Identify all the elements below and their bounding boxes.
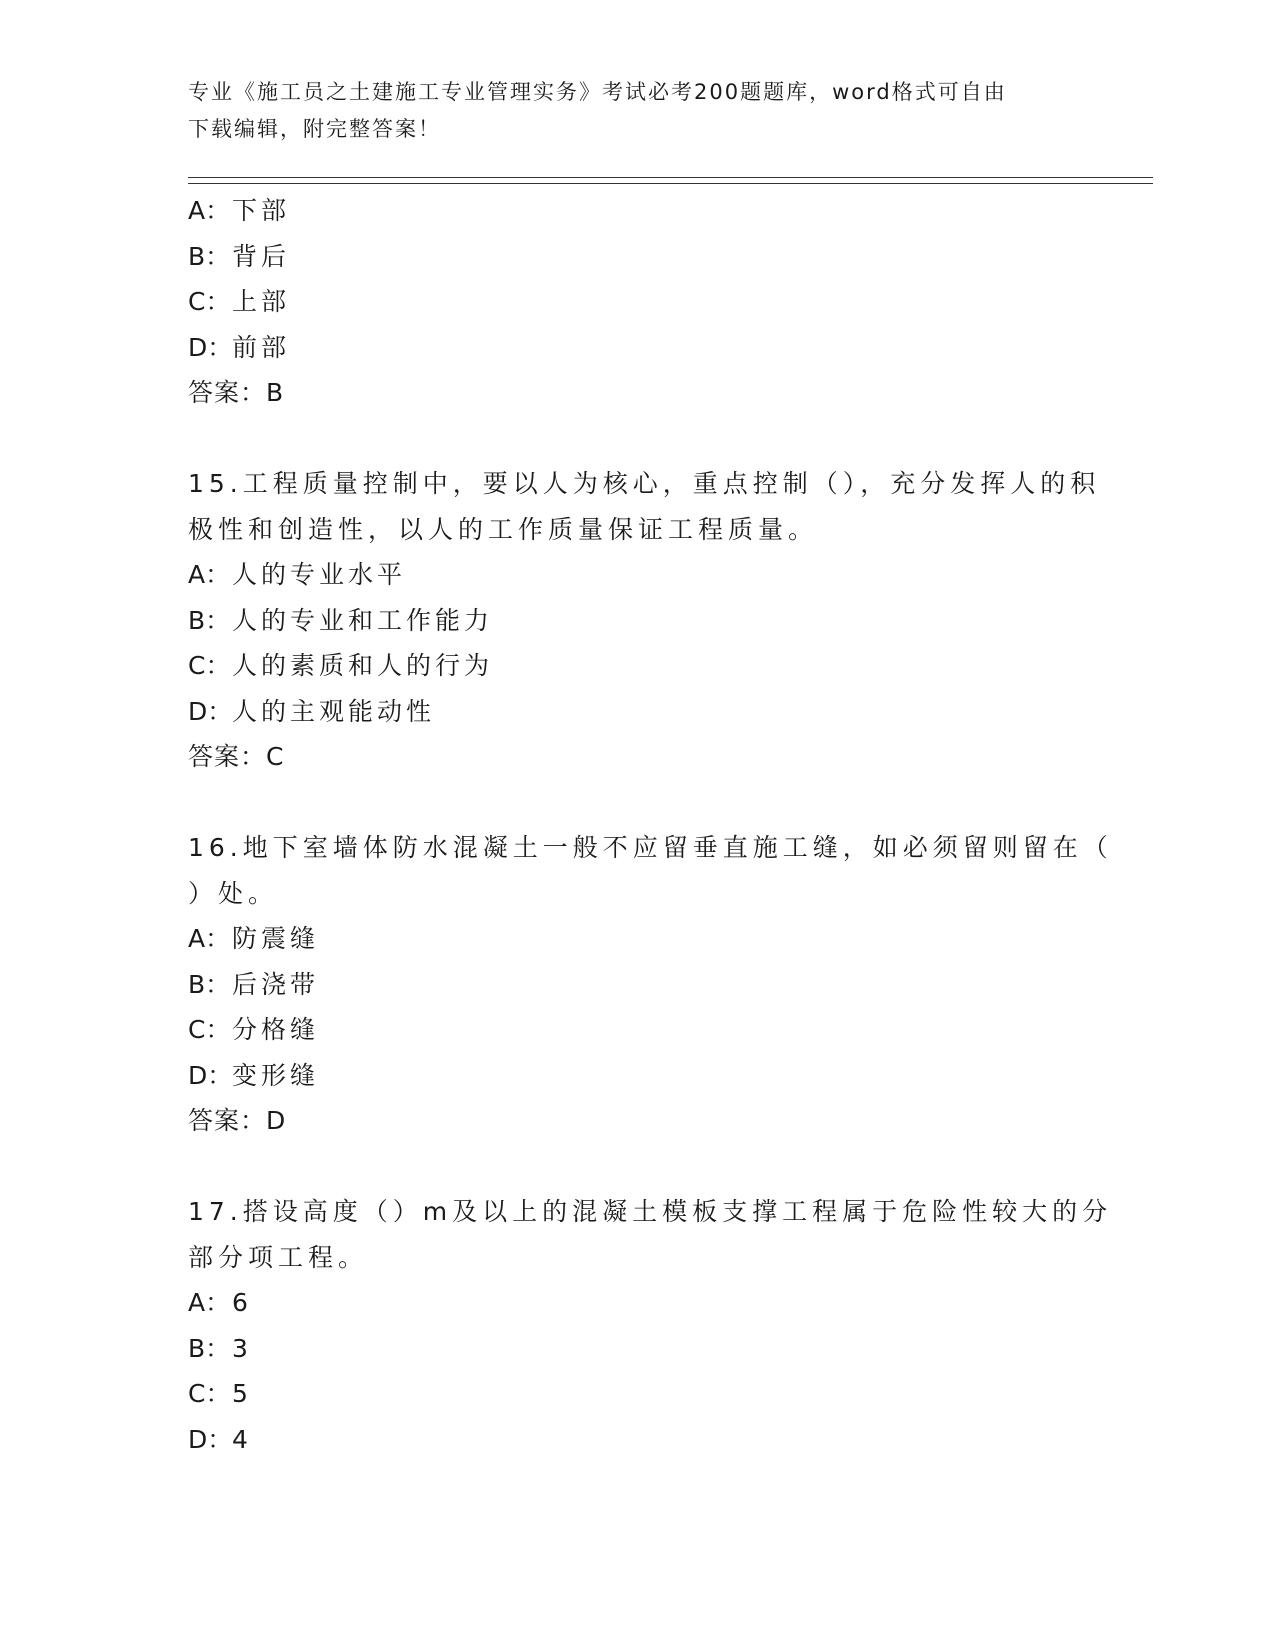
option-text: 下部 [232, 196, 291, 225]
option-text: 分格缝 [232, 1015, 320, 1044]
option-letter: A： [188, 924, 231, 953]
option-b [188, 1326, 1088, 1372]
option-b [188, 598, 1088, 644]
option-a [188, 552, 1088, 598]
option-letter: D： [188, 1060, 233, 1090]
question-stem-line-2: ）处。 [188, 878, 279, 908]
option-d [188, 1053, 1088, 1099]
option-b [188, 234, 1088, 280]
option-text: 后浇带 [232, 969, 320, 999]
question-17 [188, 1189, 1113, 1462]
option-letter: D： [188, 332, 233, 362]
option-d [188, 325, 1088, 371]
question-stem-line-1: 15.工程质量控制中，要以人为核心，重点控制（），充分发挥人的积 [188, 469, 1101, 498]
header-divider-bottom [188, 183, 1153, 184]
option-b [188, 962, 1088, 1008]
spacer [188, 780, 1088, 826]
option-text: 人的专业和工作能力 [232, 605, 494, 635]
option-letter: D： [188, 1424, 233, 1454]
question-15 [188, 461, 1101, 780]
header-divider-top [188, 177, 1153, 178]
option-letter: D： [188, 696, 233, 726]
option-text: 前部 [232, 332, 291, 362]
option-text: 人的主观能动性 [232, 696, 436, 726]
option-text: 人的素质和人的行为 [232, 651, 494, 680]
header-line-1: 专业《施工员之土建施工专业管理实务》考试必考200题题库，word格式可自由 [188, 80, 1007, 104]
option-a [188, 1280, 1088, 1326]
answer-line: 答案：C [188, 742, 285, 771]
option-c [188, 1371, 1088, 1417]
question-14-tail [188, 188, 1088, 416]
option-text: 3 [232, 1333, 252, 1363]
option-letter: A： [188, 196, 231, 225]
option-text: 变形缝 [232, 1060, 320, 1090]
option-a [188, 916, 1088, 962]
option-c [188, 1007, 1088, 1053]
option-letter: C： [188, 1015, 231, 1044]
option-a [188, 188, 1088, 234]
option-letter: B： [188, 969, 231, 999]
option-text: 4 [232, 1424, 252, 1454]
option-letter: C： [188, 651, 231, 680]
answer-line: 答案：D [188, 1106, 287, 1135]
spacer [188, 1144, 1088, 1190]
option-letter: B： [188, 241, 231, 271]
question-stem-line-2: 部分项工程。 [188, 1242, 369, 1272]
option-c [188, 279, 1088, 325]
option-text: 人的专业水平 [232, 560, 407, 589]
option-letter: A： [188, 560, 231, 589]
question-stem-line-1: 17.搭设高度（）m及以上的混凝土模板支撑工程属于危险性较大的分 [188, 1197, 1113, 1226]
option-text: 6 [232, 1288, 252, 1317]
option-d [188, 689, 1088, 735]
option-letter: A： [188, 1288, 231, 1317]
option-c [188, 643, 1088, 689]
question-stem-line-2: 极性和创造性，以人的工作质量保证工程质量。 [188, 514, 819, 544]
option-d [188, 1417, 1088, 1463]
spacer [188, 416, 1088, 462]
option-text: 上部 [232, 287, 291, 316]
document-header [188, 74, 1068, 148]
option-letter: C： [188, 287, 231, 316]
option-text: 5 [232, 1379, 252, 1408]
question-stem-line-1: 16.地下室墙体防水混凝土一般不应留垂直施工缝，如必须留则留在（ [188, 833, 1113, 862]
option-letter: B： [188, 605, 231, 635]
option-text: 背后 [232, 241, 291, 271]
option-text: 防震缝 [232, 924, 320, 953]
header-line-2: 下载编辑，附完整答案！ [188, 117, 441, 141]
option-letter: B： [188, 1333, 231, 1363]
option-letter: C： [188, 1379, 231, 1408]
question-list [188, 188, 1113, 1462]
question-16 [188, 825, 1113, 1144]
answer-line: 答案：B [188, 378, 285, 407]
